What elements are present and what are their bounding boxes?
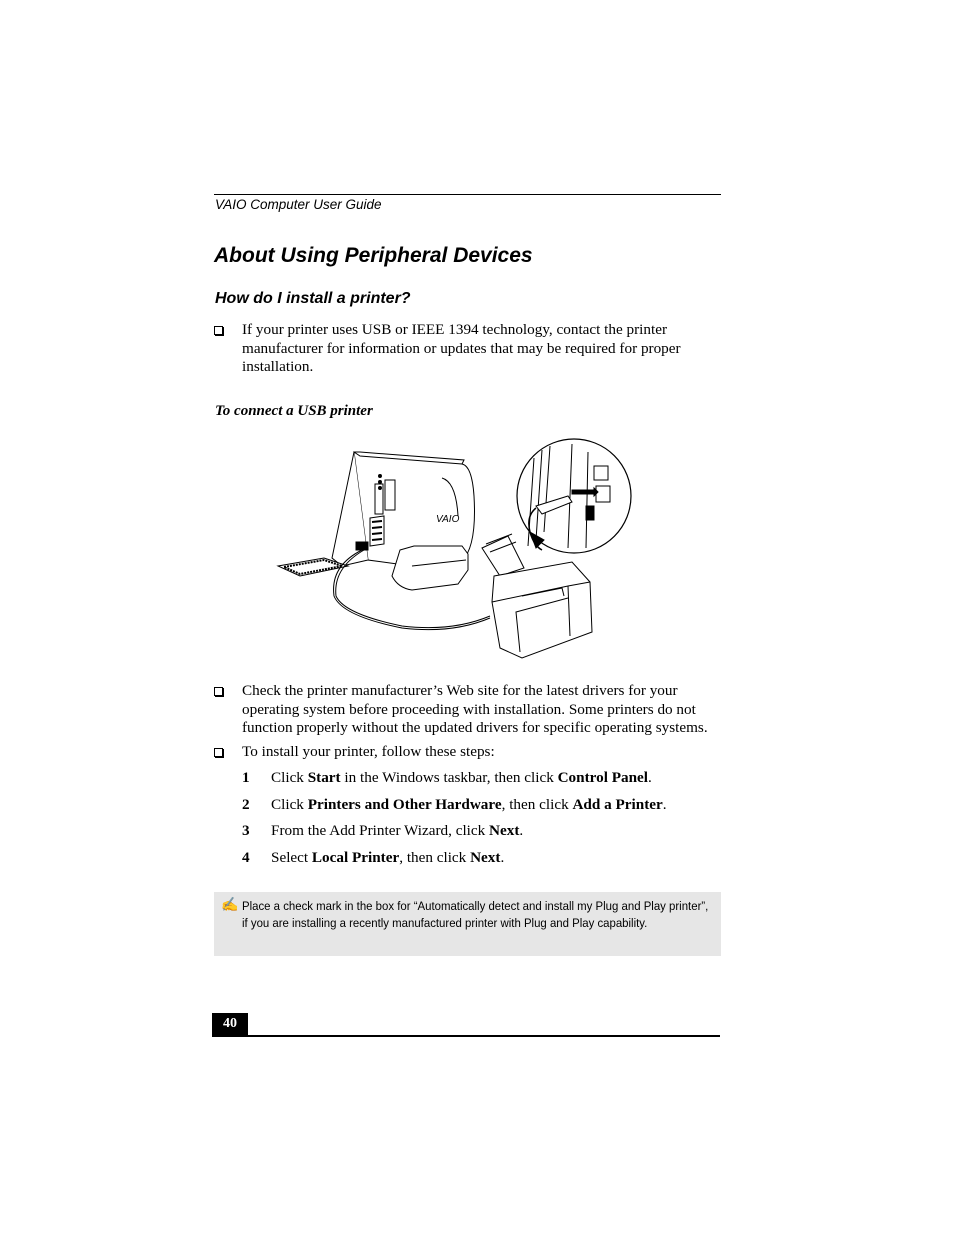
usb-printer-connection-illustration bbox=[272, 436, 637, 668]
step-text: . bbox=[648, 769, 652, 786]
step-number: 3 bbox=[242, 822, 250, 839]
ui-label: Start bbox=[307, 769, 341, 786]
ui-label: Printers and Other Hardware bbox=[307, 796, 502, 813]
step-item bbox=[242, 849, 504, 868]
step-number: 4 bbox=[242, 849, 250, 866]
ui-label: Control Panel bbox=[557, 769, 649, 786]
bullet-item bbox=[214, 682, 721, 738]
vaio-logo: VAIO bbox=[436, 514, 460, 525]
ui-label: Next bbox=[489, 822, 520, 839]
bullet-item bbox=[214, 321, 721, 377]
step-text: , then click bbox=[501, 796, 573, 813]
step-text: in the Windows taskbar, then click bbox=[340, 769, 558, 786]
ui-label: Next bbox=[470, 849, 501, 866]
step-text: . bbox=[662, 796, 667, 813]
step-number: 1 bbox=[242, 769, 250, 786]
question-heading: How do I install a printer? bbox=[215, 290, 411, 307]
step-item bbox=[242, 769, 652, 788]
step-text: . bbox=[500, 849, 505, 866]
section-title: About Using Peripheral Devices bbox=[214, 244, 533, 267]
step-item bbox=[242, 822, 523, 841]
note-text: Place a check mark in the box for “Automatically detect and install my Plug and Play printer”, if you are installing a recently manufactured printer with Plug and Play capability. bbox=[242, 899, 709, 930]
step-item bbox=[242, 796, 667, 815]
step-text: Select bbox=[271, 849, 312, 866]
ui-label: Add a Printer bbox=[572, 796, 663, 813]
step-text: Click bbox=[271, 796, 308, 813]
procedure-title: To connect a USB printer bbox=[215, 403, 373, 419]
page-number: 40 bbox=[212, 1013, 248, 1035]
bullet-text: If your printer uses USB or IEEE 1394 technology, contact the printer manufacturer for information or updates that may be required for proper installation. bbox=[242, 321, 681, 375]
ui-label: Local Printer bbox=[311, 849, 400, 866]
step-text: Click bbox=[271, 769, 308, 786]
note-box bbox=[214, 892, 721, 956]
step-text: , then click bbox=[399, 849, 471, 866]
step-number: 2 bbox=[242, 796, 250, 813]
bullet-text: To install your printer, follow these steps: bbox=[242, 743, 495, 760]
footer-rule bbox=[212, 1035, 720, 1037]
header-rule bbox=[214, 194, 721, 195]
bullet-item bbox=[214, 743, 721, 762]
checkbox-bullet-icon bbox=[214, 748, 223, 757]
checkbox-bullet-icon bbox=[214, 326, 223, 335]
step-text: From the Add Printer Wizard, click bbox=[271, 822, 490, 839]
pencil-note-icon: ✍ bbox=[221, 898, 239, 913]
step-text: . bbox=[519, 822, 524, 839]
checkbox-bullet-icon bbox=[214, 687, 223, 696]
bullet-text: Check the printer manufacturer’s Web site for the latest drivers for your operating system before proceeding with installation. Some printers do not function properly without the updated drivers for specific operating systems. bbox=[242, 682, 708, 736]
running-header: VAIO Computer User Guide bbox=[215, 197, 382, 212]
